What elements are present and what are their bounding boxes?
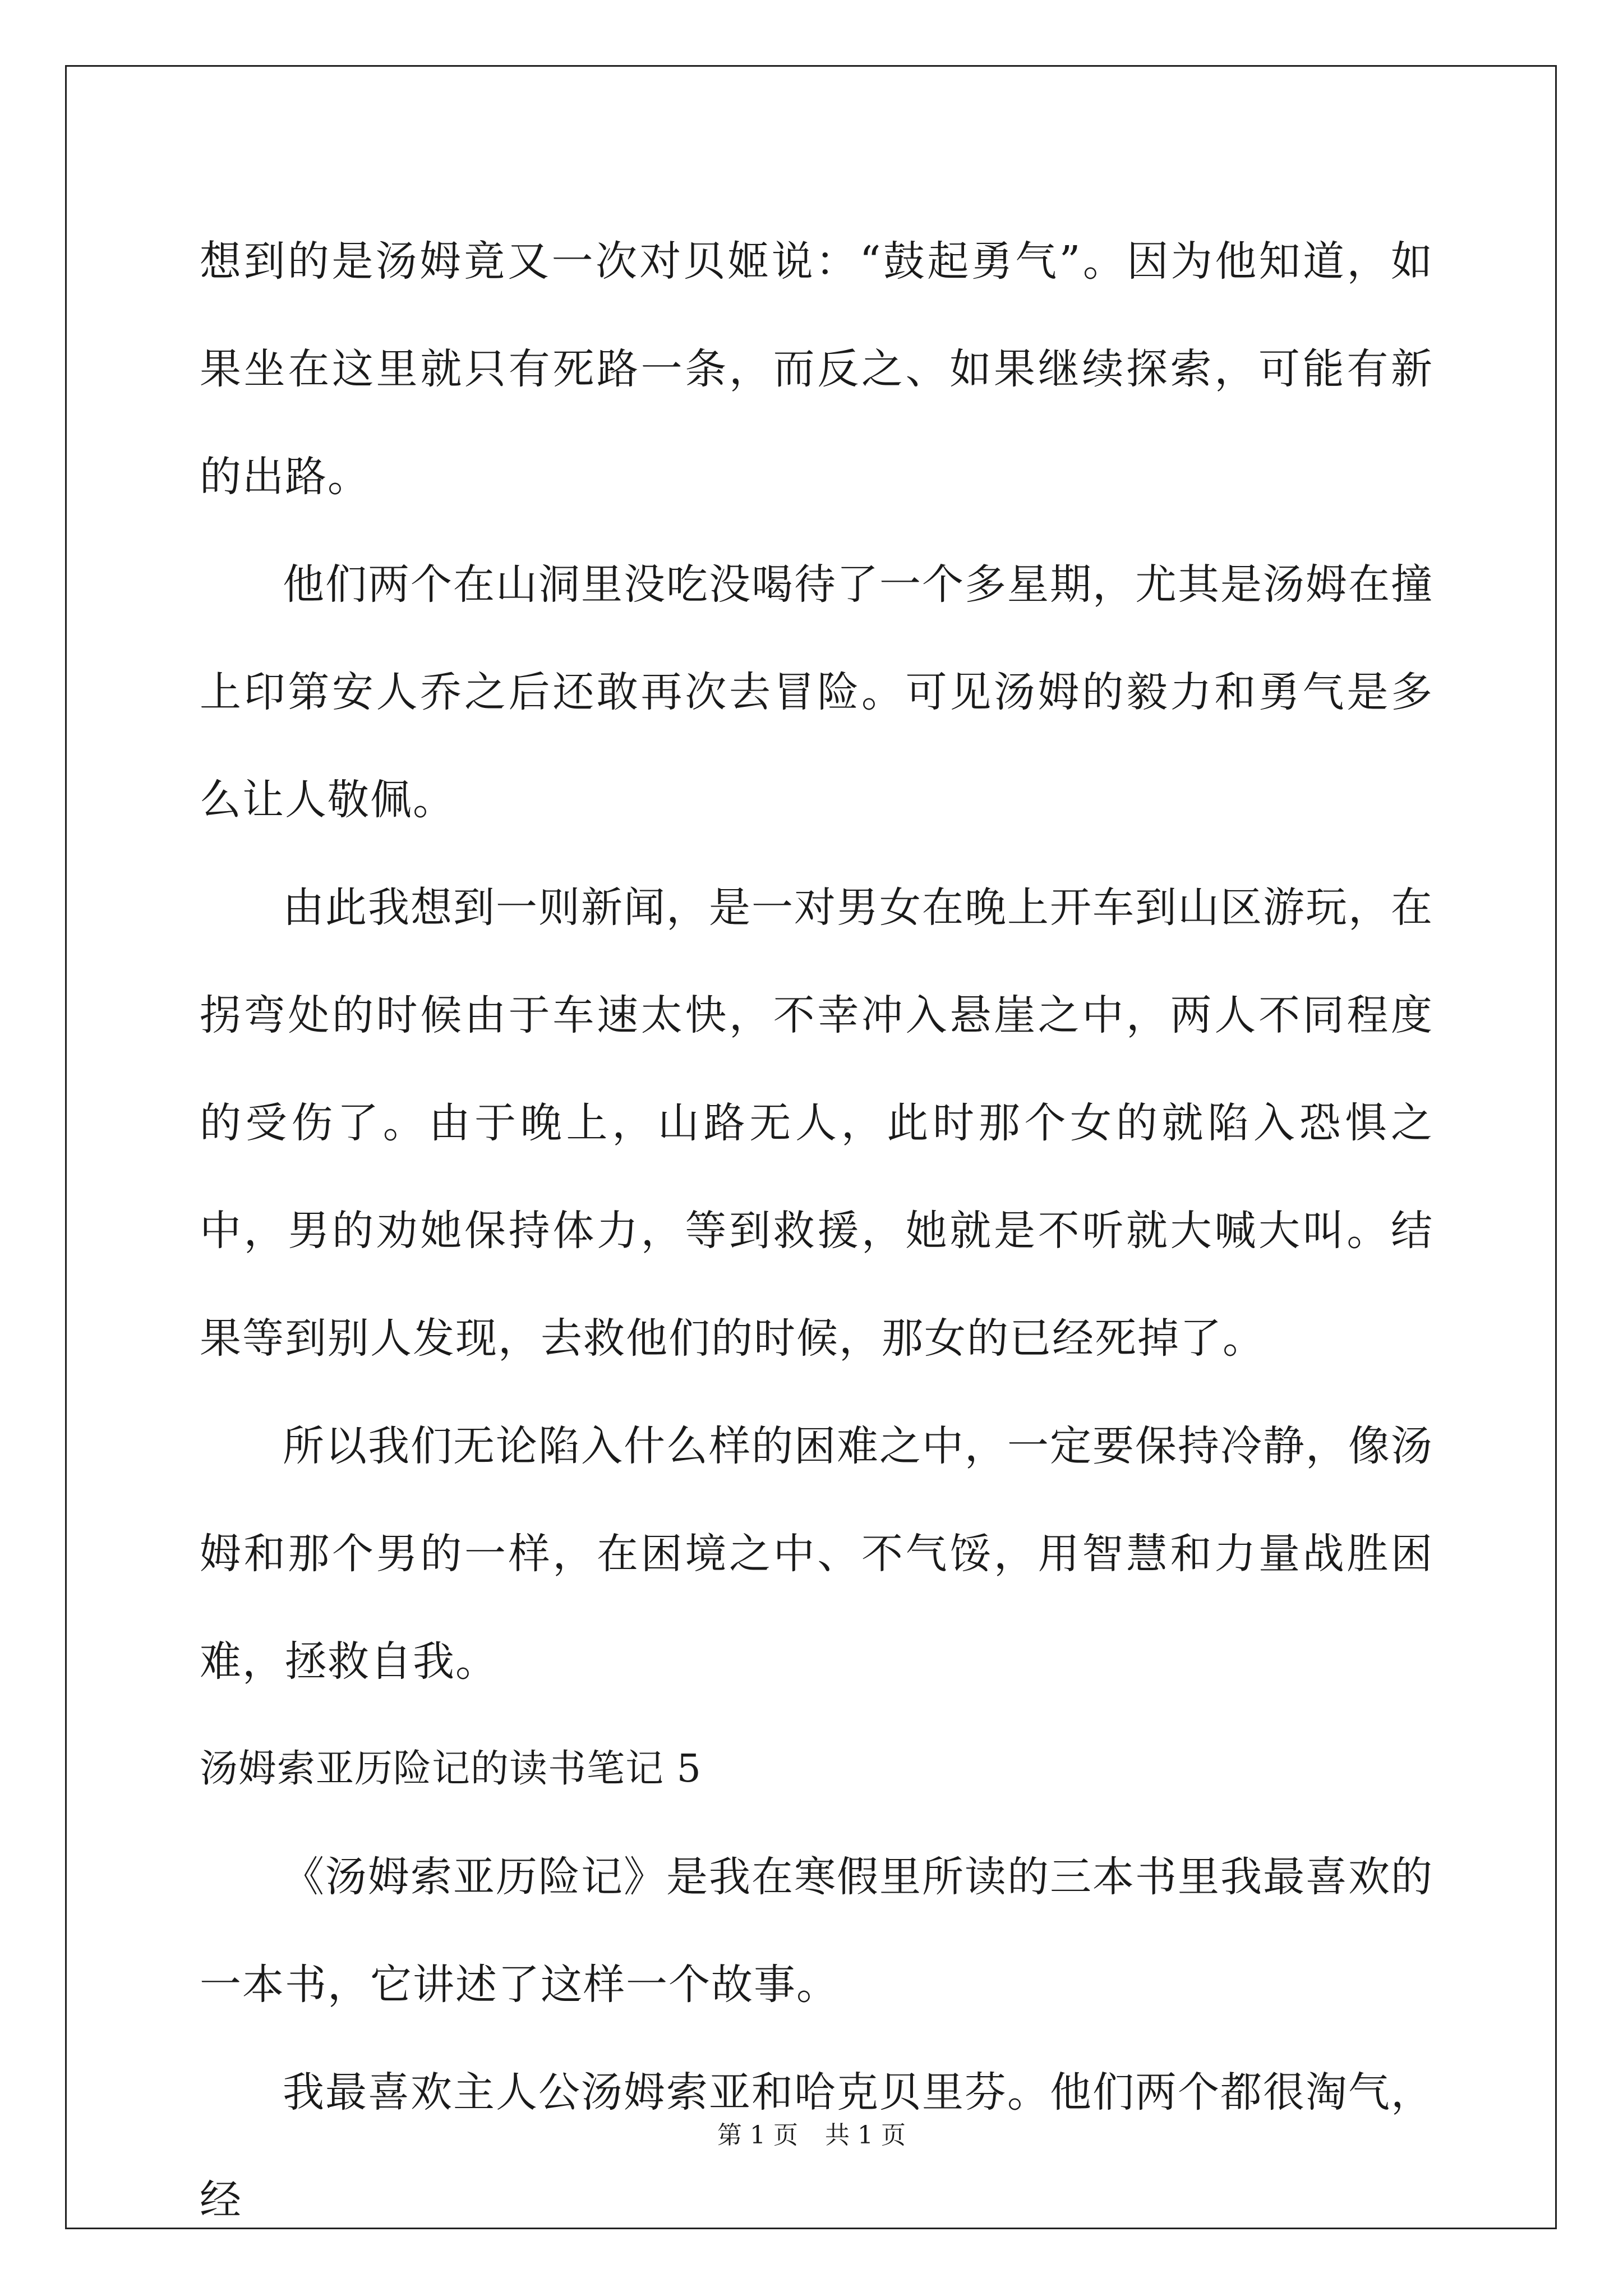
paragraph: 由此我想到一则新闻，是一对男女在晚上开车到山区游玩，在拐弯处的时候由于车速太快，不幸冲入悬崖之中，两人不同程度的受伤了。由于晚上，山路无人，此时那个女的就陷入恐惧之中，男的劝她保持体力，等到救援，她就是不听就大喊大叫。结果等到别人发现，去救他们的时候，那女的已经死掉了。	[200, 884, 1433, 1363]
page-total: 共 1 页	[825, 2121, 906, 2150]
page-footer	[0, 2115, 1623, 2151]
paragraph: 想到的是汤姆竟又一次对贝姬说：“鼓起勇气”。因为他知道，如果坐在这里就只有死路一条，而反之、如果继续探索，可能有新的出路。	[200, 237, 1433, 501]
paragraph: 他们两个在山洞里没吃没喝待了一个多星期，尤其是汤姆在撞上印第安人乔之后还敢再次去冒险。可见汤姆的毅力和勇气是多么让人敬佩。	[200, 560, 1433, 824]
paragraph: 我最喜欢主人公汤姆索亚和哈克贝里芬。他们两个都很淘气，经	[200, 2068, 1433, 2224]
paragraph: 所以我们无论陷入什么样的困难之中，一定要保持冷静，像汤姆和那个男的一样，在困境之中、不气馁，用智慧和力量战胜困难，拯救自我。	[200, 1422, 1433, 1686]
paragraph: 《汤姆索亚历险记》是我在寒假里所读的三本书里我最喜欢的一本书，它讲述了这样一个故事。	[200, 1853, 1433, 2009]
page-number: 第 1 页	[717, 2121, 798, 2150]
document-body	[200, 208, 1433, 2254]
section-title: 汤姆索亚历险记的读书笔记 5	[200, 1747, 702, 1791]
